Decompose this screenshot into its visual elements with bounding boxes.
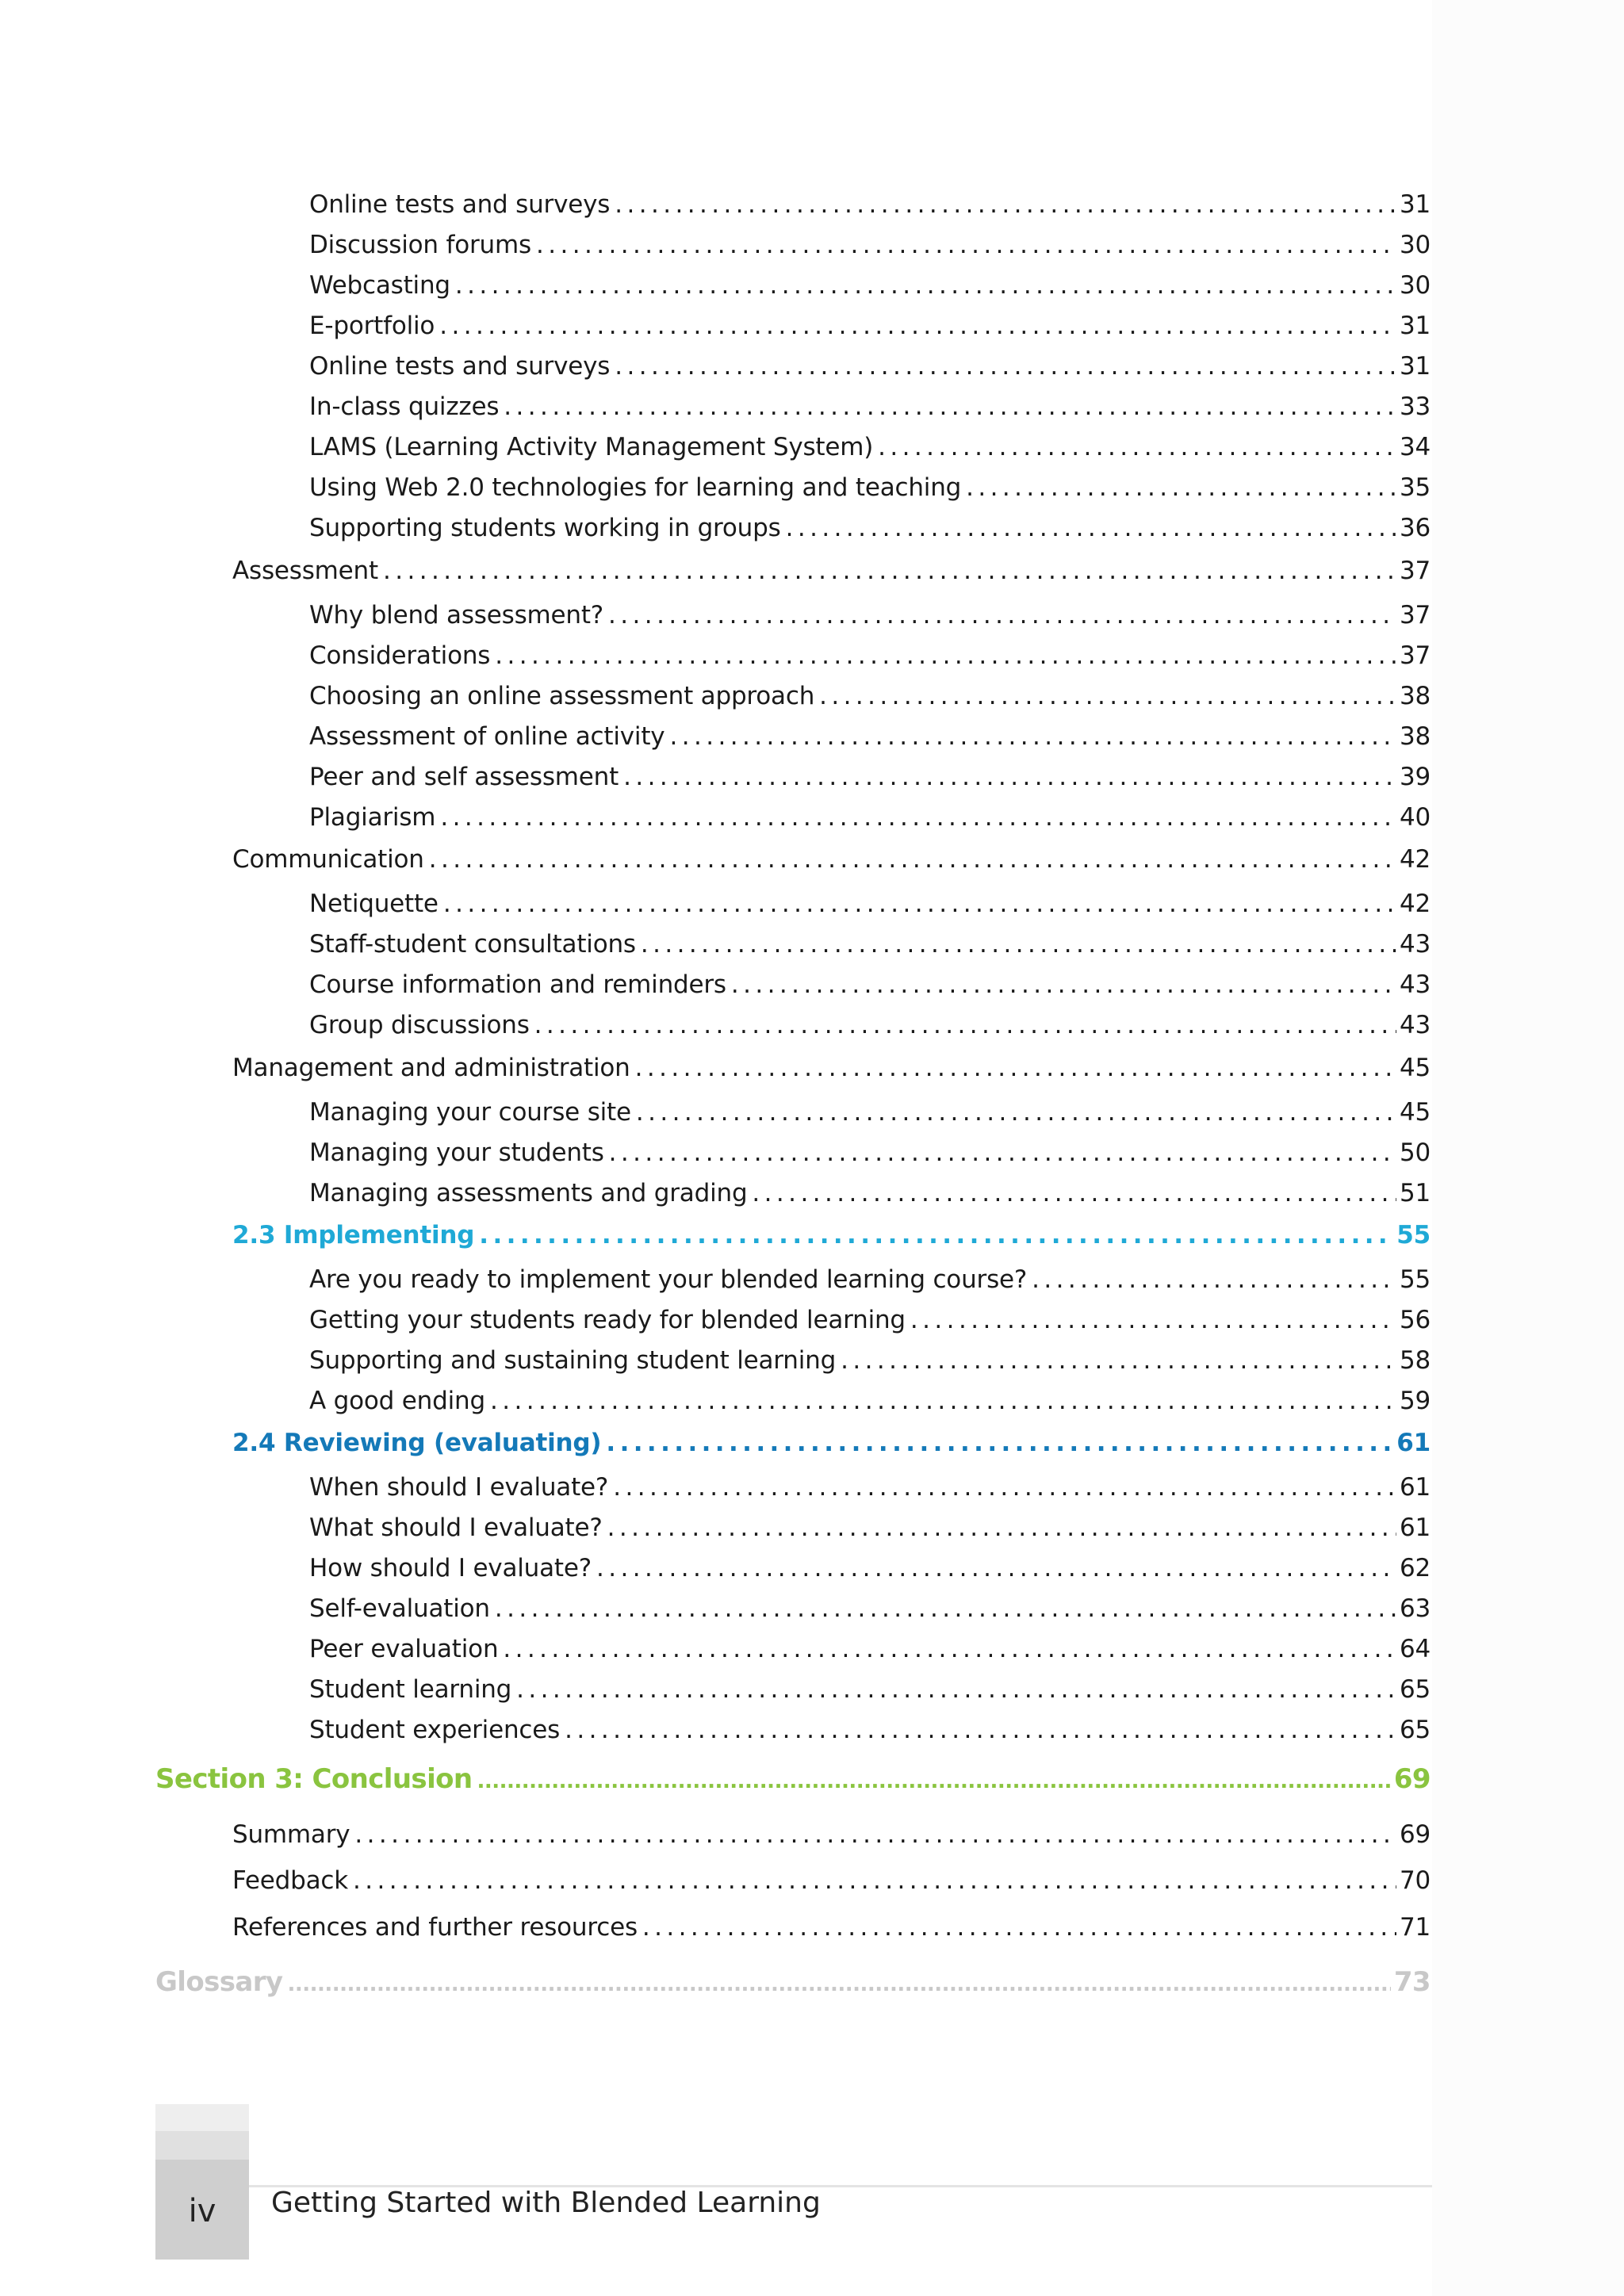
toc-entry-page: 63 (1399, 1594, 1431, 1623)
toc-entry[interactable] (309, 928, 1431, 960)
toc-entry-page: 58 (1399, 1346, 1431, 1375)
toc-leader-dots (504, 391, 1396, 423)
toc-heading-entry[interactable] (232, 1427, 1431, 1459)
toc-leader-dots (596, 1552, 1396, 1584)
toc-entry-title: Online tests and surveys (309, 352, 611, 381)
toc-entry[interactable] (309, 1471, 1431, 1503)
toc-entry-title: Assessment of online activity (309, 722, 665, 751)
toc-entry[interactable] (309, 1304, 1431, 1336)
toc-entry-title: Getting your students ready for blended learning (309, 1306, 906, 1334)
toc-leader-dots (606, 1427, 1393, 1459)
toc-entry-page: 56 (1399, 1306, 1431, 1334)
toc-entry-title: Plagiarism (309, 803, 436, 832)
toc-leader-dots (1032, 1264, 1396, 1295)
toc-entry-page: 73 (1393, 1966, 1431, 1998)
toc-entry[interactable] (309, 802, 1431, 833)
toc-entry[interactable] (309, 1674, 1431, 1705)
toc-entry-page: 35 (1399, 473, 1431, 502)
toc-entry-title: Peer evaluation (309, 1635, 499, 1663)
toc-entry[interactable] (309, 229, 1431, 261)
toc-leader-dots (636, 1096, 1396, 1128)
toc-entry-page: 59 (1399, 1387, 1431, 1415)
toc-leader-dots (615, 350, 1396, 382)
toc-entry-page: 65 (1399, 1675, 1431, 1704)
toc-entry-page: 70 (1399, 1866, 1431, 1895)
toc-entry[interactable] (309, 472, 1431, 503)
toc-section-entry[interactable] (232, 844, 1431, 875)
toc-entry-title: E-portfolio (309, 312, 435, 340)
toc-leader-dots (440, 802, 1396, 833)
toc-entry-title: Group discussions (309, 1011, 530, 1039)
toc-entry-page: 42 (1399, 845, 1431, 874)
toc-entry[interactable] (309, 431, 1431, 463)
toc-entry[interactable] (309, 1096, 1431, 1128)
toc-entry-title: What should I evaluate? (309, 1513, 603, 1542)
toc-section-entry[interactable] (232, 1911, 1431, 1943)
toc-leader-dots (642, 1911, 1396, 1943)
toc-leader-dots (503, 1633, 1396, 1665)
toc-entry-page: 50 (1399, 1138, 1431, 1167)
toc-entry-title: Managing assessments and grading (309, 1179, 748, 1207)
toc-leader-dots (354, 1819, 1396, 1850)
toc-section-entry[interactable] (232, 1052, 1431, 1084)
toc-entry-title: Management and administration (232, 1054, 630, 1082)
toc-leader-dots (669, 721, 1396, 752)
toc-entry-title: Summary (232, 1820, 350, 1849)
toc-entry-title: Feedback (232, 1866, 349, 1895)
toc-entry-page: 55 (1399, 1265, 1431, 1294)
toc-leader-dots (439, 310, 1396, 342)
toc-entry[interactable] (309, 1345, 1431, 1376)
toc-entry-page: 43 (1399, 930, 1431, 959)
footer-book-title: Getting Started with Blended Learning (271, 2187, 821, 2219)
footer-tab-block (155, 2104, 249, 2131)
toc-entry-page: 43 (1399, 970, 1431, 999)
toc-entry-title: Glossary (155, 1966, 283, 1998)
toc-entry[interactable] (309, 350, 1431, 382)
toc-entry-title: LAMS (Learning Activity Management System) (309, 433, 874, 461)
toc-entry-title: Netiquette (309, 890, 439, 918)
toc-heading-entry[interactable] (232, 1219, 1431, 1251)
toc-entry-page: 40 (1399, 803, 1431, 832)
toc-leader-dots (819, 680, 1396, 712)
footer-tab-block (155, 2131, 249, 2160)
toc-entry-page: 62 (1399, 1554, 1431, 1582)
toc-leader-dots (609, 1137, 1396, 1169)
toc-entry-title: Staff-student consultations (309, 930, 636, 959)
toc-entry[interactable] (309, 761, 1431, 793)
toc-entry[interactable] (309, 1137, 1431, 1169)
toc-leader-dots (516, 1674, 1396, 1705)
toc-entry-page: 31 (1399, 190, 1431, 219)
toc-entry[interactable] (309, 1552, 1431, 1584)
toc-entry[interactable] (309, 512, 1431, 544)
toc-entry-page: 30 (1399, 231, 1431, 259)
toc-entry-title: Online tests and surveys (309, 190, 611, 219)
toc-entry[interactable] (309, 1264, 1431, 1295)
toc-entry-title: Choosing an online assessment approach (309, 682, 815, 710)
toc-entry-title: Considerations (309, 641, 491, 670)
toc-entry-page: 31 (1399, 312, 1431, 340)
toc-leader-dots (966, 472, 1396, 503)
toc-entry[interactable] (309, 270, 1431, 301)
toc-entry[interactable] (309, 1593, 1431, 1624)
toc-leader-dots (608, 599, 1396, 631)
toc-entry-page: 37 (1399, 601, 1431, 629)
toc-entry-title: Why blend assessment? (309, 601, 604, 629)
toc-leader-dots (786, 512, 1396, 544)
toc-entry-title: Assessment (232, 557, 378, 585)
toc-entry-page: 55 (1396, 1221, 1431, 1249)
toc-entry-title: 2.4 Reviewing (evaluating) (232, 1429, 602, 1457)
toc-leader-dots (878, 431, 1396, 463)
toc-entry-page: 45 (1399, 1098, 1431, 1127)
toc-entry-title: Using Web 2.0 technologies for learning and teaching (309, 473, 962, 502)
toc-entry[interactable] (309, 969, 1431, 1001)
toc-part-entry[interactable] (155, 1966, 1431, 1998)
toc-entry-page: 69 (1393, 1763, 1431, 1795)
toc-entry-page: 64 (1399, 1635, 1431, 1663)
toc-entry[interactable] (309, 1633, 1431, 1665)
toc-part-entry[interactable] (155, 1763, 1431, 1795)
toc-entry-page: 71 (1399, 1913, 1431, 1942)
toc-entry-title: Managing your students (309, 1138, 604, 1167)
toc-entry[interactable] (309, 1512, 1431, 1544)
toc-entry-page: 39 (1399, 763, 1431, 791)
toc-entry-title: How should I evaluate? (309, 1554, 592, 1582)
toc-leader-dots (623, 761, 1396, 793)
toc-entry-title: Student learning (309, 1675, 512, 1704)
toc-leader-dots (635, 1052, 1396, 1084)
toc-leader-dots (495, 1593, 1396, 1624)
toc-entry-title: A good ending (309, 1387, 485, 1415)
toc-entry-page: 37 (1399, 557, 1431, 585)
toc-entry-page: 36 (1399, 514, 1431, 542)
toc-leader-dots (477, 1766, 1390, 1795)
toc-leader-dots (287, 1969, 1390, 1998)
toc-entry[interactable] (309, 599, 1431, 631)
toc-entry-title: Discussion forums (309, 231, 531, 259)
toc-entry[interactable] (309, 888, 1431, 920)
toc-entry[interactable] (309, 1714, 1431, 1746)
toc-leader-dots (383, 555, 1396, 587)
toc-entry-title: When should I evaluate? (309, 1473, 609, 1502)
toc-entry[interactable] (309, 310, 1431, 342)
toc-entry-title: Peer and self assessment (309, 763, 619, 791)
toc-leader-dots (607, 1512, 1396, 1544)
toc-entry-title: Self-evaluation (309, 1594, 490, 1623)
toc-entry-page: 61 (1399, 1513, 1431, 1542)
toc-entry-title: Supporting students working in groups (309, 514, 781, 542)
toc-leader-dots (490, 1385, 1396, 1417)
toc-entry-page: 43 (1399, 1011, 1431, 1039)
toc-leader-dots (613, 1471, 1396, 1503)
toc-leader-dots (495, 640, 1396, 672)
toc-entry-page: 45 (1399, 1054, 1431, 1082)
toc-entry[interactable] (309, 391, 1431, 423)
toc-section-entry[interactable] (232, 555, 1431, 587)
toc-entry-page: 61 (1399, 1473, 1431, 1502)
toc-entry-title: Section 3: Conclusion (155, 1763, 473, 1795)
toc-leader-dots (455, 270, 1396, 301)
toc-entry-title: Are you ready to implement your blended learning course? (309, 1265, 1028, 1294)
toc-leader-dots (534, 1009, 1396, 1041)
toc-entry[interactable] (309, 1177, 1431, 1209)
toc-entry-page: 65 (1399, 1716, 1431, 1744)
toc-leader-dots (752, 1177, 1396, 1209)
toc-entry-title: References and further resources (232, 1913, 638, 1942)
toc-entry-page: 42 (1399, 890, 1431, 918)
toc-entry[interactable] (309, 1009, 1431, 1041)
toc-leader-dots (731, 969, 1396, 1001)
toc-section-entry[interactable] (232, 1819, 1431, 1850)
toc-entry[interactable] (309, 721, 1431, 752)
toc-entry[interactable] (309, 189, 1431, 220)
toc-leader-dots (615, 189, 1396, 220)
toc-entry-page: 38 (1399, 682, 1431, 710)
toc-entry-page: 61 (1396, 1429, 1431, 1457)
toc-section-entry[interactable] (232, 1865, 1431, 1896)
page-number: iv (188, 2193, 216, 2229)
toc-entry-title: Student experiences (309, 1716, 561, 1744)
toc-entry-page: 51 (1399, 1179, 1431, 1207)
toc-leader-dots (429, 844, 1396, 875)
toc-leader-dots (536, 229, 1396, 261)
toc-entry-title: In-class quizzes (309, 392, 500, 421)
toc-entry-page: 30 (1399, 271, 1431, 300)
toc-leader-dots (910, 1304, 1396, 1336)
toc-leader-dots (443, 888, 1396, 920)
toc-entry-page: 34 (1399, 433, 1431, 461)
toc-entry-page: 33 (1399, 392, 1431, 421)
toc-entry-title: Supporting and sustaining student learning (309, 1346, 837, 1375)
toc-entry-page: 38 (1399, 722, 1431, 751)
toc-entry[interactable] (309, 680, 1431, 712)
toc-entry[interactable] (309, 1385, 1431, 1417)
toc-leader-dots (641, 928, 1396, 960)
toc-entry-title: Webcasting (309, 271, 450, 300)
toc-entry-title: Communication (232, 845, 424, 874)
toc-entry-title: 2.3 Implementing (232, 1221, 475, 1249)
toc-entry-title: Course information and reminders (309, 970, 726, 999)
toc-entry[interactable] (309, 640, 1431, 672)
toc-leader-dots (353, 1865, 1396, 1896)
toc-entry-title: Managing your course site (309, 1098, 631, 1127)
toc-entry-page: 69 (1399, 1820, 1431, 1849)
toc-entry-page: 31 (1399, 352, 1431, 381)
toc-entry-page: 37 (1399, 641, 1431, 670)
toc-leader-dots (841, 1345, 1396, 1376)
toc-leader-dots (479, 1219, 1393, 1251)
toc-leader-dots (565, 1714, 1396, 1746)
